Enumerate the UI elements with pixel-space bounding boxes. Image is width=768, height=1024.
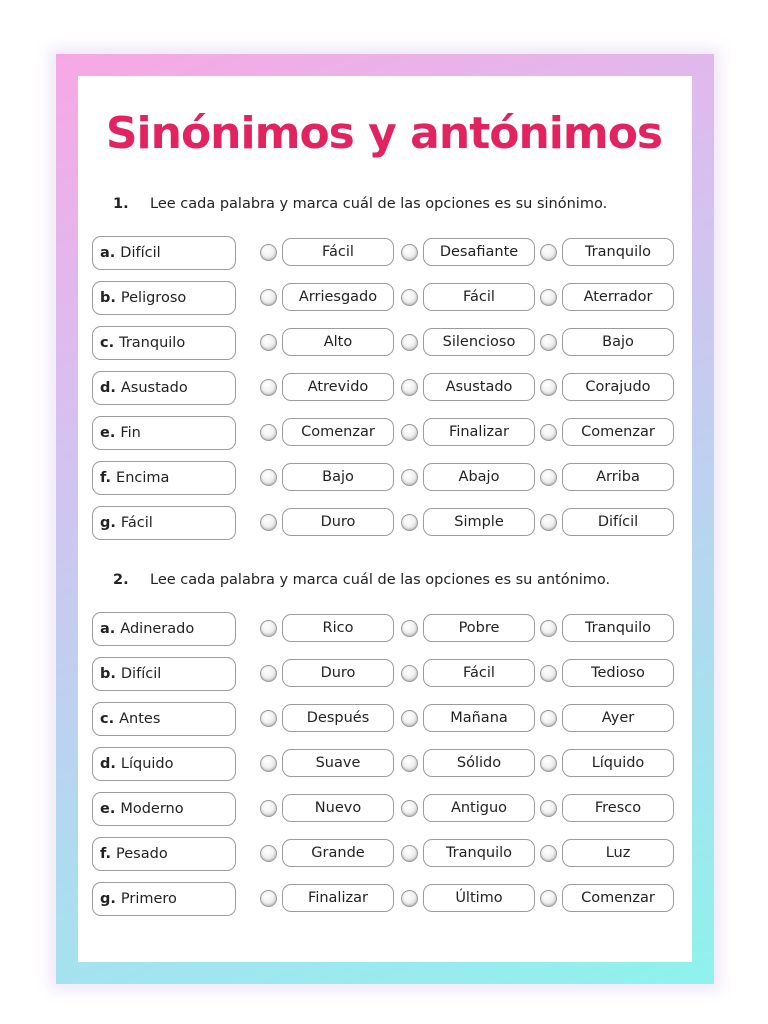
radio-button[interactable]: [540, 890, 557, 907]
option-label[interactable]: Tranquilo: [423, 839, 535, 867]
exercise-row: [92, 747, 678, 783]
item-word: Fin: [120, 425, 141, 441]
item-word: Fácil: [120, 515, 153, 531]
exercise-row: [92, 461, 678, 497]
exercise-row: [92, 416, 678, 452]
option-label[interactable]: Grande: [282, 839, 394, 867]
radio-button[interactable]: [260, 755, 277, 772]
word-box: [92, 326, 236, 360]
option-label[interactable]: Difícil: [562, 508, 674, 536]
word-box: [92, 702, 236, 736]
radio-button[interactable]: [401, 244, 418, 261]
option-label[interactable]: Después: [282, 704, 394, 732]
option-label[interactable]: Rico: [282, 614, 394, 642]
option-label[interactable]: Corajudo: [562, 373, 674, 401]
radio-button[interactable]: [401, 469, 418, 486]
exercise-row: [92, 506, 678, 542]
option-label[interactable]: Antiguo: [423, 794, 535, 822]
radio-button[interactable]: [260, 334, 277, 351]
radio-button[interactable]: [401, 755, 418, 772]
radio-button[interactable]: [260, 379, 277, 396]
word-box: [92, 657, 236, 691]
radio-button[interactable]: [260, 244, 277, 261]
radio-button[interactable]: [540, 514, 557, 531]
word-box: [92, 837, 236, 871]
item-letter: a.: [100, 621, 116, 637]
radio-button[interactable]: [540, 710, 557, 727]
radio-button[interactable]: [540, 244, 557, 261]
page-title: Sinónimos y antónimos: [105, 108, 663, 159]
word-box: [92, 416, 236, 450]
radio-button[interactable]: [260, 469, 277, 486]
item-letter: e.: [100, 425, 116, 441]
item-letter: b.: [100, 666, 116, 682]
radio-button[interactable]: [540, 620, 557, 637]
word-box: [92, 612, 236, 646]
option-label[interactable]: Desafiante: [423, 238, 535, 266]
item-word: Líquido: [120, 756, 174, 772]
item-letter: d.: [100, 380, 116, 396]
option-label[interactable]: Arriesgado: [282, 283, 394, 311]
instruction-text: Lee cada palabra y marca cuál de las opciones es su antónimo.: [150, 572, 611, 588]
item-letter: b.: [100, 290, 116, 306]
option-label[interactable]: Comenzar: [562, 884, 674, 912]
item-letter: g.: [100, 891, 116, 907]
radio-button[interactable]: [401, 845, 418, 862]
option-label[interactable]: Suave: [282, 749, 394, 777]
radio-button[interactable]: [540, 800, 557, 817]
exercise-row: [92, 882, 678, 918]
option-label[interactable]: Ayer: [562, 704, 674, 732]
item-word: Asustado: [120, 380, 188, 396]
option-label[interactable]: Tedioso: [562, 659, 674, 687]
radio-button[interactable]: [260, 800, 277, 817]
item-word: Difícil: [120, 666, 162, 682]
item-word: Encima: [116, 470, 170, 486]
option-label[interactable]: Comenzar: [282, 418, 394, 446]
option-label[interactable]: Silencioso: [423, 328, 535, 356]
option-label[interactable]: Sólido: [423, 749, 535, 777]
section-2-instruction: [113, 572, 610, 588]
radio-button[interactable]: [260, 665, 277, 682]
item-letter: d.: [100, 756, 116, 772]
option-label[interactable]: Aterrador: [562, 283, 674, 311]
radio-button[interactable]: [260, 289, 277, 306]
item-word: Peligroso: [120, 290, 187, 306]
word-box: [92, 371, 236, 405]
radio-button[interactable]: [260, 890, 277, 907]
radio-button[interactable]: [401, 379, 418, 396]
option-label[interactable]: Fácil: [423, 283, 535, 311]
exercise-row: [92, 612, 678, 648]
option-label[interactable]: Asustado: [423, 373, 535, 401]
option-label[interactable]: Tranquilo: [562, 238, 674, 266]
option-label[interactable]: Simple: [423, 508, 535, 536]
word-box: [92, 461, 236, 495]
option-label[interactable]: Bajo: [562, 328, 674, 356]
item-letter: c.: [100, 711, 115, 727]
item-word: Antes: [119, 711, 161, 727]
option-label[interactable]: Mañana: [423, 704, 535, 732]
option-label[interactable]: Abajo: [423, 463, 535, 491]
word-box: [92, 792, 236, 826]
radio-button[interactable]: [401, 424, 418, 441]
radio-button[interactable]: [540, 379, 557, 396]
word-box: [92, 281, 236, 315]
item-word: Moderno: [120, 801, 184, 817]
section-number: 1.: [113, 196, 129, 212]
option-label[interactable]: Bajo: [282, 463, 394, 491]
radio-button[interactable]: [540, 289, 557, 306]
item-word: Tranquilo: [119, 335, 186, 351]
radio-button[interactable]: [540, 755, 557, 772]
radio-button[interactable]: [540, 334, 557, 351]
item-word: Difícil: [120, 245, 161, 261]
option-label[interactable]: Líquido: [562, 749, 674, 777]
radio-button[interactable]: [401, 800, 418, 817]
option-label[interactable]: Comenzar: [562, 418, 674, 446]
option-label[interactable]: Nuevo: [282, 794, 394, 822]
item-word: Adinerado: [120, 621, 195, 637]
option-label[interactable]: Duro: [282, 508, 394, 536]
radio-button[interactable]: [401, 890, 418, 907]
section-number: 2.: [113, 572, 129, 588]
exercise-row: [92, 837, 678, 873]
word-box: [92, 506, 236, 540]
radio-button[interactable]: [540, 665, 557, 682]
item-letter: f.: [100, 846, 112, 862]
word-box: [92, 747, 236, 781]
option-label[interactable]: Fresco: [562, 794, 674, 822]
option-label[interactable]: Fácil: [282, 238, 394, 266]
exercise-row: [92, 236, 678, 272]
option-label[interactable]: Último: [423, 884, 535, 912]
option-label[interactable]: Arriba: [562, 463, 674, 491]
radio-button[interactable]: [540, 845, 557, 862]
exercise-row: [92, 657, 678, 693]
item-word: Primero: [120, 891, 177, 907]
section-1-instruction: [113, 196, 607, 212]
option-label[interactable]: Finalizar: [282, 884, 394, 912]
radio-button[interactable]: [260, 845, 277, 862]
option-label[interactable]: Alto: [282, 328, 394, 356]
option-label[interactable]: Tranquilo: [562, 614, 674, 642]
radio-button[interactable]: [260, 424, 277, 441]
option-label[interactable]: Fácil: [423, 659, 535, 687]
radio-button[interactable]: [401, 620, 418, 637]
radio-button[interactable]: [401, 665, 418, 682]
radio-button[interactable]: [260, 620, 277, 637]
exercise-row: [92, 792, 678, 828]
item-letter: a.: [100, 245, 116, 261]
exercise-row: [92, 281, 678, 317]
item-letter: c.: [100, 335, 115, 351]
option-label[interactable]: Luz: [562, 839, 674, 867]
radio-button[interactable]: [401, 289, 418, 306]
exercise-row: [92, 326, 678, 362]
radio-button[interactable]: [540, 424, 557, 441]
item-letter: f.: [100, 470, 112, 486]
radio-button[interactable]: [401, 710, 418, 727]
instruction-text: Lee cada palabra y marca cuál de las opciones es su sinónimo.: [150, 196, 608, 212]
option-label[interactable]: Duro: [282, 659, 394, 687]
option-label[interactable]: Finalizar: [423, 418, 535, 446]
word-box: [92, 236, 236, 270]
exercise-row: [92, 371, 678, 407]
item-letter: e.: [100, 801, 116, 817]
word-box: [92, 882, 236, 916]
radio-button[interactable]: [260, 710, 277, 727]
radio-button[interactable]: [260, 514, 277, 531]
item-letter: g.: [100, 515, 116, 531]
radio-button[interactable]: [401, 334, 418, 351]
exercise-row: [92, 702, 678, 738]
option-label[interactable]: Atrevido: [282, 373, 394, 401]
radio-button[interactable]: [540, 469, 557, 486]
option-label[interactable]: Pobre: [423, 614, 535, 642]
radio-button[interactable]: [401, 514, 418, 531]
item-word: Pesado: [116, 846, 168, 862]
